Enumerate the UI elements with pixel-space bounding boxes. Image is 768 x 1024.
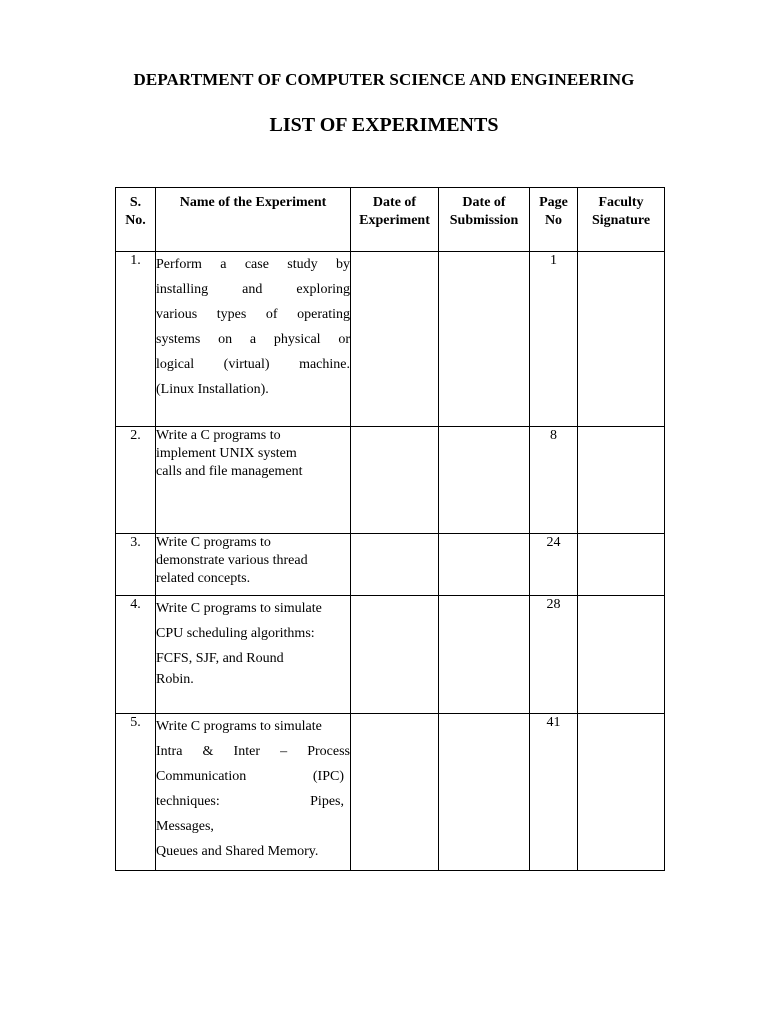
name-line: (Linux Installation).	[156, 382, 269, 397]
row-experiment-name	[156, 596, 351, 714]
row-faculty-signature	[578, 252, 665, 427]
row-sno: 4.	[116, 596, 156, 714]
row-faculty-signature	[578, 596, 665, 714]
row-page-no: 1	[530, 252, 578, 427]
row-date-of-submission	[439, 252, 530, 427]
name-header: Name of the Experiment	[179, 195, 327, 210]
faculty-header-line2: Signature	[591, 213, 651, 228]
page-title: LIST OF EXPERIMENTS	[269, 114, 499, 136]
page-header-line2: No	[544, 213, 563, 228]
row-date-of-experiment	[351, 252, 439, 427]
row-date-of-experiment	[351, 596, 439, 714]
faculty-header-line1: Faculty	[598, 195, 644, 210]
table-row	[116, 714, 665, 871]
page-header-line1: Page	[539, 195, 568, 210]
table-row	[116, 534, 665, 596]
row-date-of-submission	[439, 714, 530, 871]
name-line: FCFS, SJF, and Round	[156, 651, 284, 666]
name-line: Write a C programs to	[156, 428, 281, 443]
row-faculty-signature	[578, 714, 665, 871]
row-faculty-signature	[578, 427, 665, 534]
row-page-no: 41	[530, 714, 578, 871]
name-line: installing and exploring	[156, 282, 350, 297]
table-row	[116, 596, 665, 714]
date-exp-header-line1: Date of	[372, 195, 417, 210]
name-line: Messages,	[156, 819, 214, 834]
row-date-of-experiment	[351, 714, 439, 871]
name-line: calls and file management	[156, 464, 303, 479]
row-experiment-name	[156, 252, 351, 427]
name-line: Write C programs to	[156, 535, 271, 550]
row-page-no: 8	[530, 427, 578, 534]
column-header-date-of-submission	[439, 188, 530, 252]
sno-header-line1: S.	[129, 195, 142, 210]
row-date-of-submission	[439, 427, 530, 534]
row-page-no: 24	[530, 534, 578, 596]
row-sno: 3.	[116, 534, 156, 596]
table-header-row	[116, 188, 665, 252]
name-line: Write C programs to simulate	[156, 719, 322, 734]
name-line: Communication (IPC)	[156, 769, 344, 784]
experiments-table	[115, 187, 665, 871]
row-sno: 1.	[116, 252, 156, 427]
date-exp-header-line2: Experiment	[359, 213, 430, 228]
column-header-date-of-experiment	[351, 188, 439, 252]
row-date-of-experiment	[351, 427, 439, 534]
column-header-page-no	[530, 188, 578, 252]
row-date-of-submission	[439, 534, 530, 596]
name-line: Write C programs to simulate	[156, 601, 322, 616]
row-experiment-name	[156, 714, 351, 871]
column-header-faculty-signature	[578, 188, 665, 252]
row-sno: 2.	[116, 427, 156, 534]
name-line: implement UNIX system	[156, 446, 297, 461]
name-line: Perform a case study by	[156, 257, 350, 272]
row-faculty-signature	[578, 534, 665, 596]
column-header-sno	[116, 188, 156, 252]
column-header-name	[156, 188, 351, 252]
table-row	[116, 252, 665, 427]
department-heading: DEPARTMENT OF COMPUTER SCIENCE AND ENGINEERING	[133, 70, 635, 89]
name-line: logical (virtual) machine.	[156, 357, 350, 372]
name-line: techniques: Pipes,	[156, 794, 344, 809]
name-line: related concepts.	[156, 571, 251, 586]
table-row	[116, 427, 665, 534]
name-line: demonstrate various thread	[156, 553, 308, 568]
name-line: Robin.	[156, 672, 194, 687]
row-date-of-submission	[439, 596, 530, 714]
name-line: various types of operating	[156, 307, 350, 322]
name-line: Queues and Shared Memory.	[156, 844, 319, 859]
row-date-of-experiment	[351, 534, 439, 596]
name-line: CPU scheduling algorithms:	[156, 626, 315, 641]
row-page-no: 28	[530, 596, 578, 714]
name-line: systems on a physical or	[156, 332, 350, 347]
row-sno: 5.	[116, 714, 156, 871]
date-sub-header-line2: Submission	[449, 213, 519, 228]
row-experiment-name	[156, 427, 351, 534]
name-line: Intra & Inter – Process	[156, 744, 350, 759]
sno-header-line2: No.	[125, 213, 146, 228]
row-experiment-name	[156, 534, 351, 596]
date-sub-header-line1: Date of	[462, 195, 506, 210]
